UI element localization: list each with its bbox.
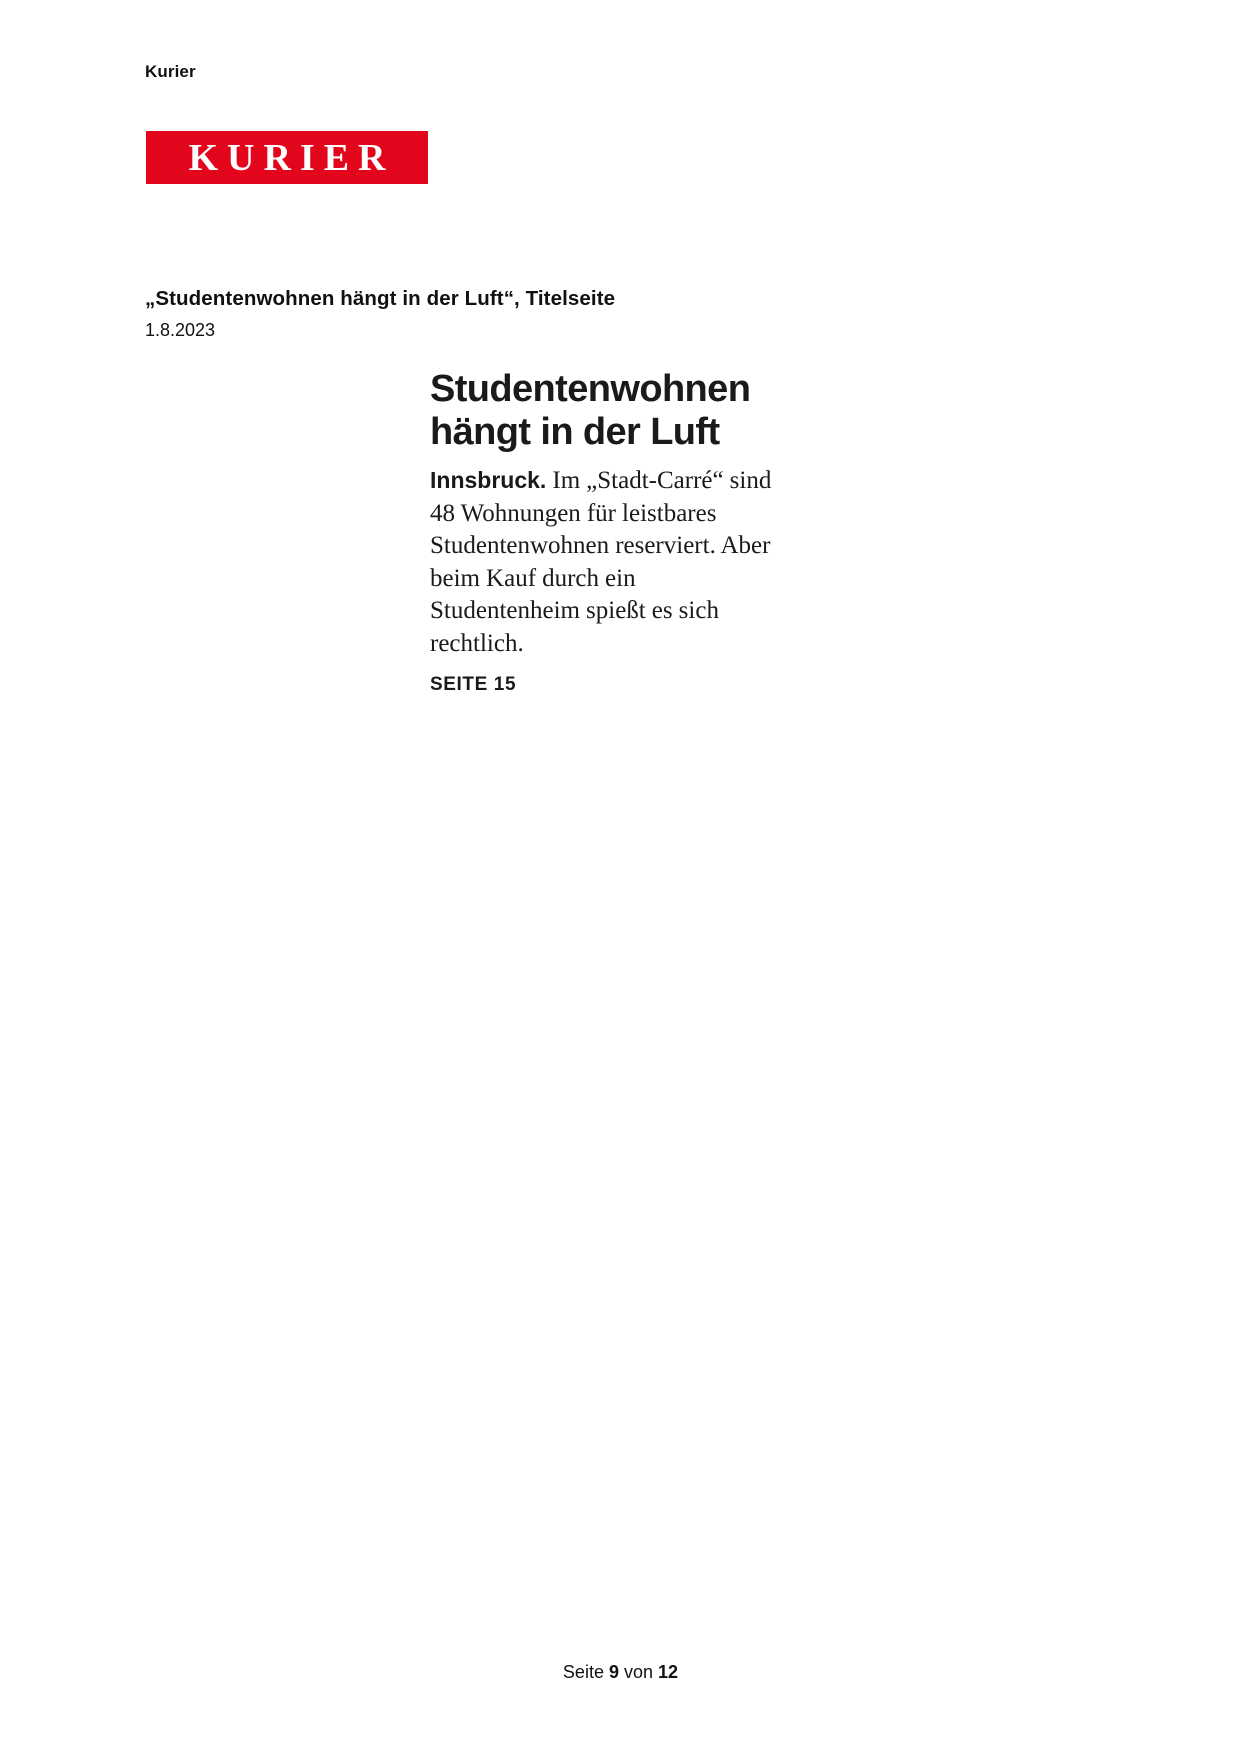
clipping-headline-line-2: hängt in der Luft: [430, 410, 720, 453]
source-name: Kurier: [145, 62, 196, 81]
clipping-body: [430, 465, 775, 660]
footer-total-pages: 12: [658, 1662, 679, 1682]
kurier-logo: [146, 131, 428, 184]
clipping-body-text: Im „Stadt-Carré“ sind 48 Wohnungen für leistbares Studentenwohnen reserviert. Aber beim Kauf durch ein Studentenheim spießt es sich rechtlich.: [430, 467, 772, 657]
clipping-page-reference: SEITE 15: [430, 674, 517, 696]
clipping-lead-in: Innsbruck.: [430, 467, 547, 494]
article-title: „Studentenwohnen hängt in der Luft“, Titelseite: [145, 287, 616, 310]
kurier-logo-text: KURIER: [188, 136, 395, 179]
footer-middle: von: [624, 1662, 654, 1682]
newspaper-clipping: [430, 368, 810, 696]
footer-current-page: 9: [608, 1662, 619, 1682]
article-date: 1.8.2023: [145, 320, 216, 340]
page-footer: [0, 1662, 1241, 1683]
clipping-headline-line-1: Studentenwohnen: [430, 368, 751, 410]
footer-prefix: Seite: [562, 1662, 604, 1682]
